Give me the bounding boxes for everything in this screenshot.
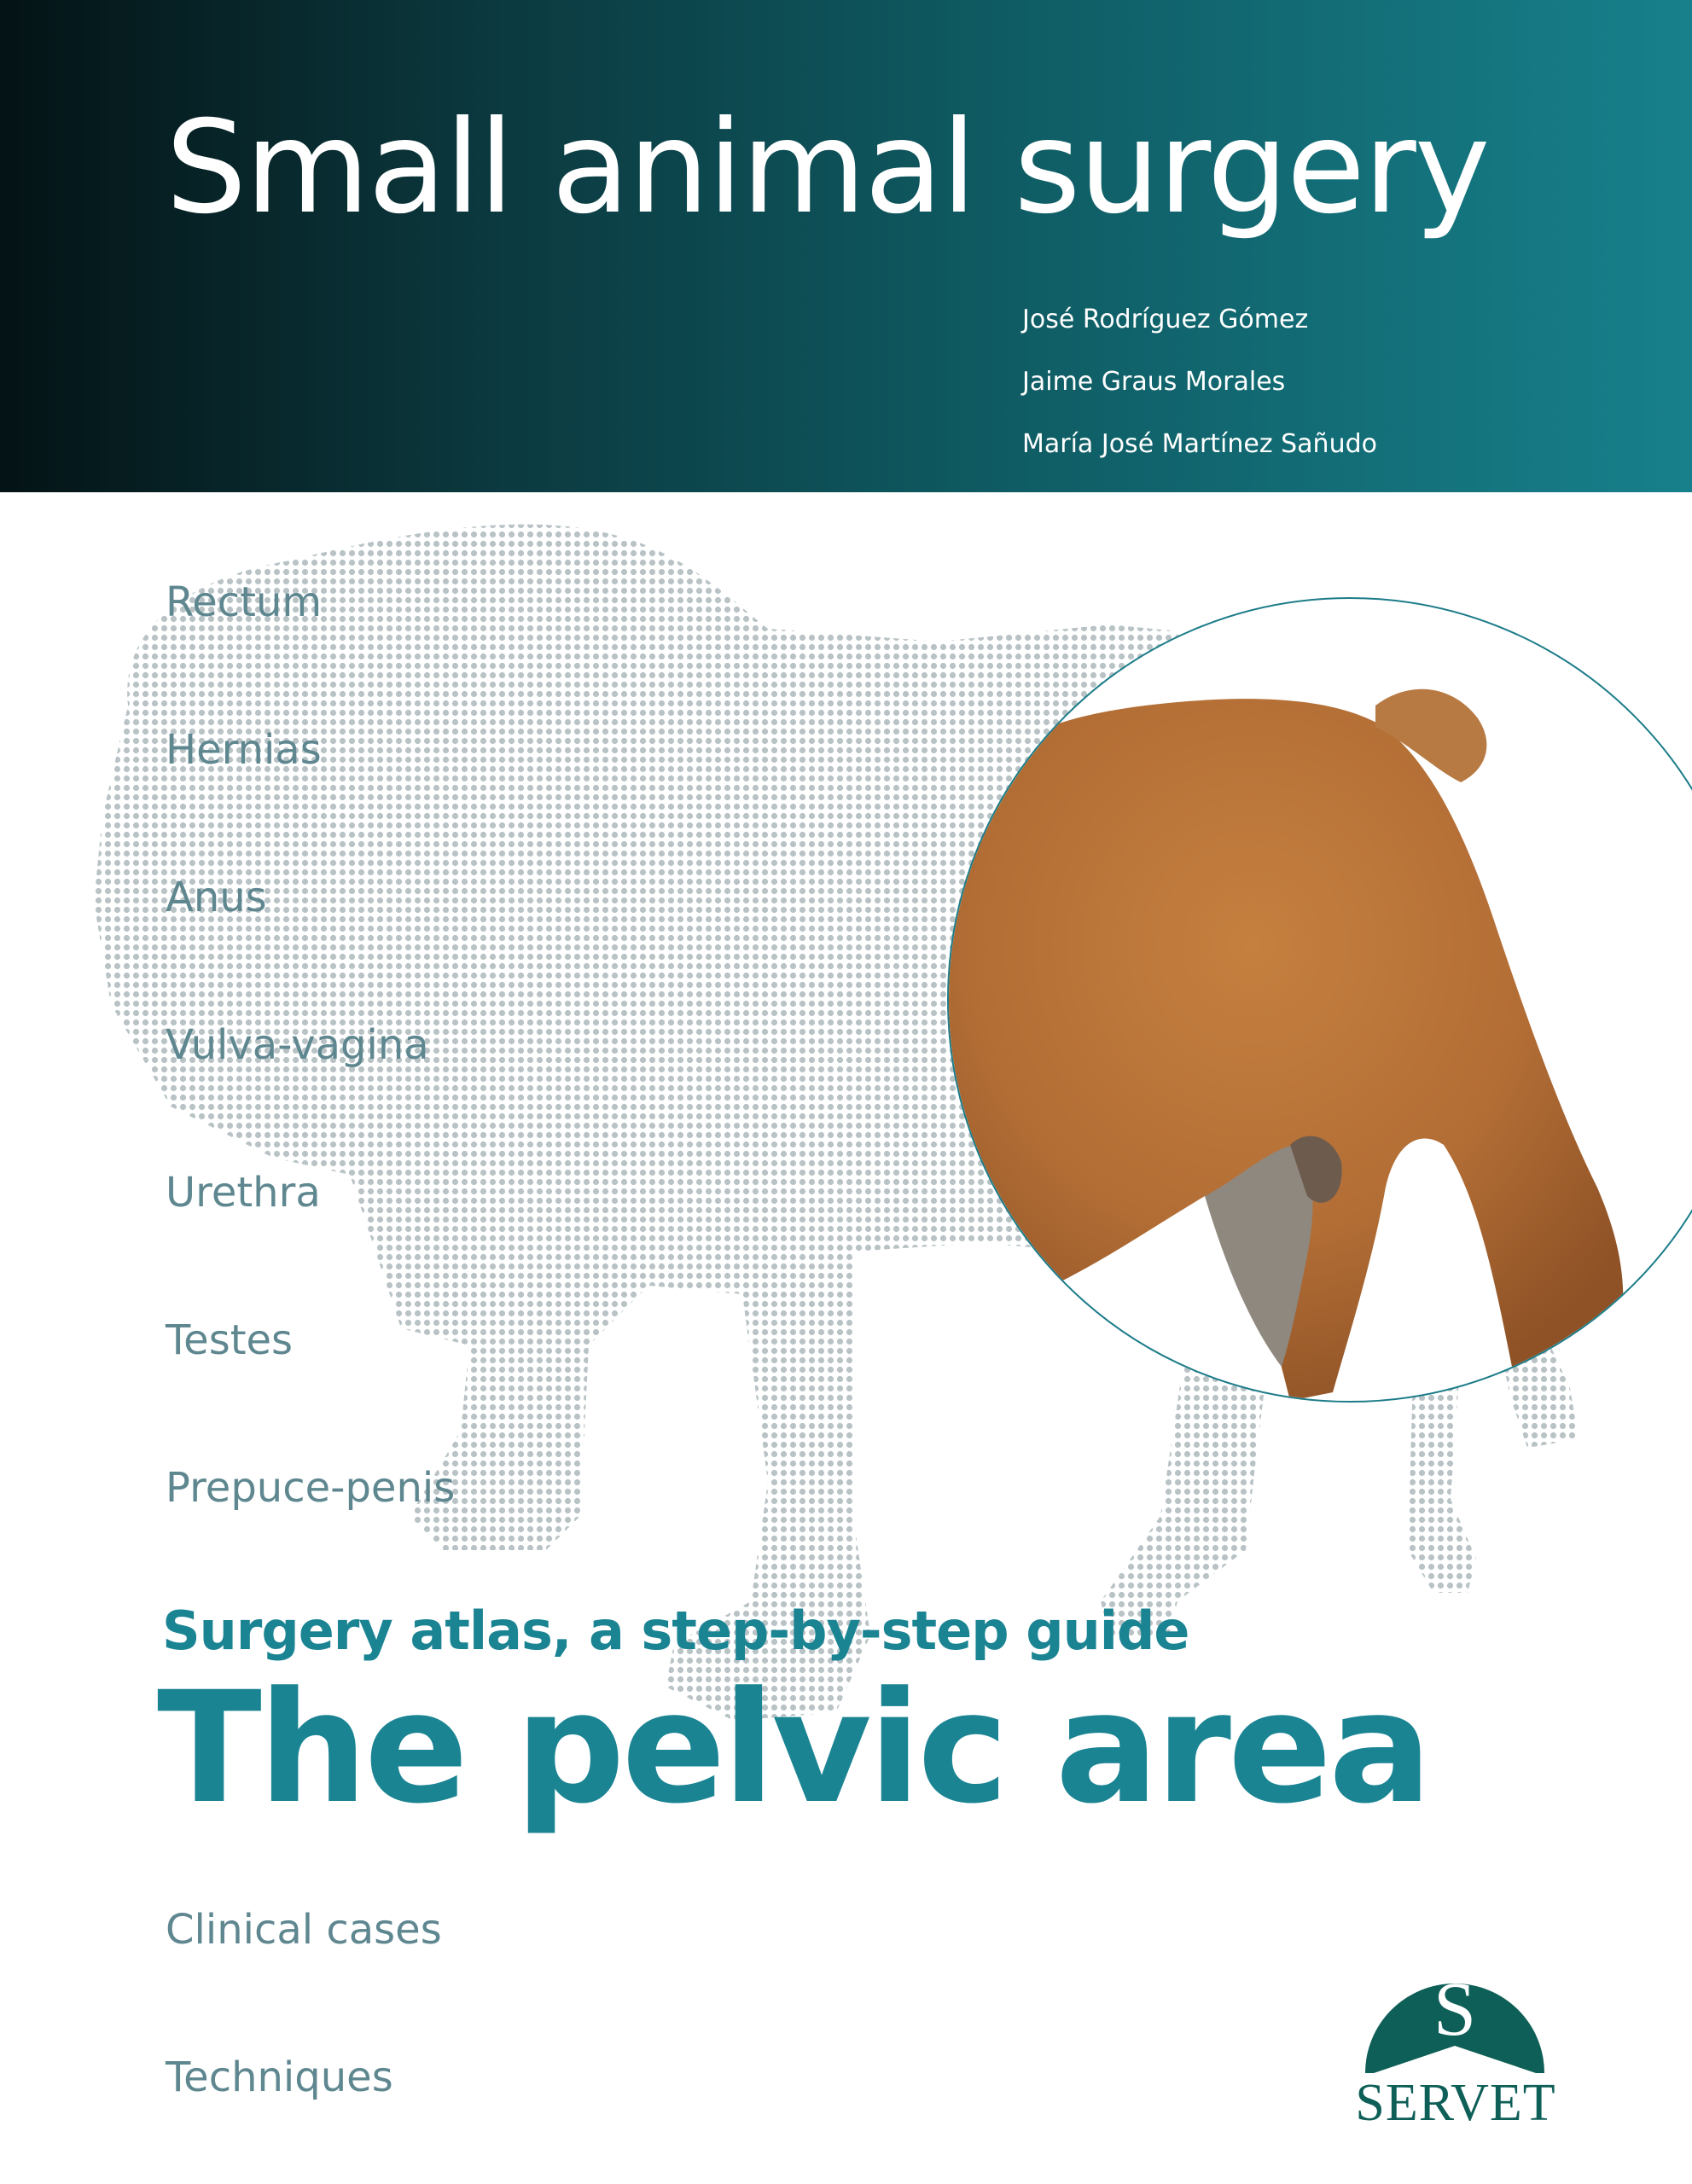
topic-item: Anus bbox=[166, 874, 267, 921]
topic-item: Urethra bbox=[166, 1169, 321, 1217]
author-name: José Rodríguez Gómez bbox=[1022, 305, 1309, 334]
author-name: Jaime Graus Morales bbox=[1022, 367, 1286, 397]
topic-item: Hernias bbox=[166, 726, 322, 774]
series-title: Small animal surgery bbox=[166, 94, 1489, 242]
topic-item: Testes bbox=[166, 1316, 294, 1364]
logo-letter: S bbox=[1433, 1967, 1477, 2052]
author-list bbox=[1022, 288, 1377, 475]
topic-item: Rectum bbox=[166, 578, 323, 626]
topic-item: Vulva-vagina bbox=[166, 1021, 429, 1069]
topic-item: Clinical cases bbox=[166, 1906, 442, 1954]
author-name: María José Martínez Sañudo bbox=[1022, 429, 1377, 459]
cover-header bbox=[0, 0, 1692, 492]
publisher-name: SERVET bbox=[1355, 2074, 1556, 2132]
book-title: The pelvic area bbox=[157, 1659, 1429, 1838]
topic-item: Prepuce-penis bbox=[166, 1464, 456, 1512]
book-subtitle: Surgery atlas, a step-by-step guide bbox=[162, 1600, 1189, 1662]
topic-item: Techniques bbox=[166, 2053, 393, 2101]
